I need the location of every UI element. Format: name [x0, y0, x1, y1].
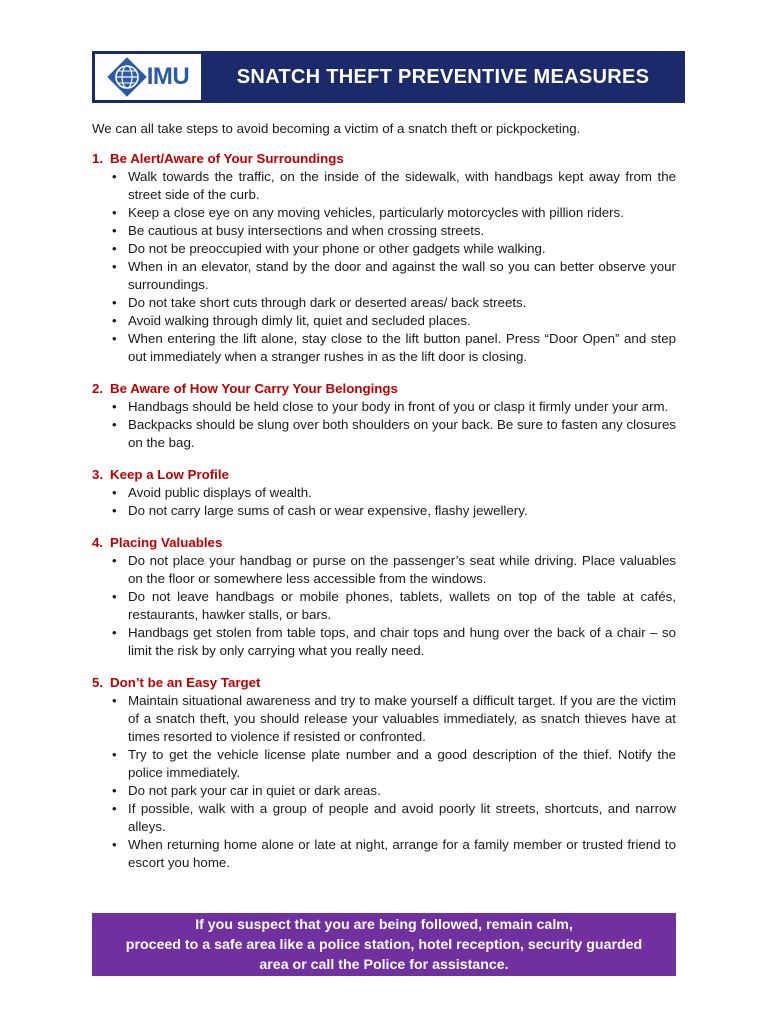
bullet-icon: • [112, 331, 117, 346]
list-item-text: When returning home alone or late at night, arrange for a family member or trusted friend to escort you home. [128, 837, 676, 870]
bullet-list [92, 168, 676, 366]
list-item [92, 836, 676, 872]
list-item-text: When in an elevator, stand by the door and against the wall so you can better observe your surroundings. [128, 259, 676, 292]
section-heading [92, 674, 676, 692]
list-item [92, 258, 676, 294]
list-item [92, 692, 676, 746]
bullet-icon: • [112, 553, 117, 568]
list-item-text: Handbags should be held close to your body in front of you or clasp it firmly under your arm. [128, 399, 669, 414]
bullet-icon: • [112, 259, 117, 274]
section-5 [92, 674, 676, 872]
list-item-text: Do not take short cuts through dark or deserted areas/ back streets. [128, 295, 527, 310]
section-2 [92, 380, 676, 452]
bullet-icon: • [112, 801, 117, 816]
bullet-list [92, 484, 676, 520]
section-heading-text: Placing Valuables [110, 535, 223, 550]
bullet-list [92, 552, 676, 660]
bullet-icon: • [112, 503, 117, 518]
section-heading [92, 534, 676, 552]
list-item [92, 416, 676, 452]
section-3 [92, 466, 676, 520]
list-item-text: Walk towards the traffic, on the inside of the sidewalk, with handbags kept away from the street side of the curb. [128, 169, 676, 202]
list-item-text: When entering the lift alone, stay close to the lift button panel. Press “Door Open” and step out immediately when a stranger rushes in as the lift door is closing. [128, 331, 676, 364]
bullet-icon: • [112, 223, 117, 238]
section-heading [92, 380, 676, 398]
list-item [92, 484, 676, 502]
list-item-text: Be cautious at busy intersections and when crossing streets. [128, 223, 485, 238]
list-item-text: Handbags get stolen from table tops, and chair tops and hung over the back of a chair – so limit the risk by only carrying what you really need. [128, 625, 676, 658]
section-4 [92, 534, 676, 660]
list-item-text: Try to get the vehicle license plate number and a good description of the thief. Notify the police immediately. [128, 747, 676, 780]
list-item [92, 168, 676, 204]
list-item-text: Keep a close eye on any moving vehicles, particularly motorcycles with pillion riders. [128, 205, 624, 220]
section-heading-text: Don’t be an Easy Target [110, 675, 261, 690]
footer-line-3: area or call the Police for assistance. [259, 956, 509, 973]
section-heading [92, 466, 676, 484]
list-item [92, 800, 676, 836]
list-item-text: Do not park your car in quiet or dark areas. [128, 783, 381, 798]
list-item [92, 330, 676, 366]
list-item-text: Do not be preoccupied with your phone or other gadgets while walking. [128, 241, 546, 256]
list-item [92, 502, 676, 520]
list-item [92, 746, 676, 782]
list-item [92, 204, 676, 222]
bullet-icon: • [112, 485, 117, 500]
list-item [92, 782, 676, 800]
bullet-icon: • [112, 313, 117, 328]
footer-notice [92, 913, 676, 976]
logo-text: IMU [146, 63, 190, 90]
list-item [92, 294, 676, 312]
intro-text: We can all take steps to avoid becoming a victim of a snatch theft or pickpocketing. [92, 121, 581, 136]
section-heading-text: Be Aware of How Your Carry Your Belongings [110, 381, 398, 396]
list-item [92, 588, 676, 624]
section-heading-text: Be Alert/Aware of Your Surroundings [110, 151, 344, 166]
list-item-text: Avoid walking through dimly lit, quiet and secluded places. [128, 313, 471, 328]
list-item [92, 624, 676, 660]
bullet-icon: • [112, 625, 117, 640]
list-item-text: Backpacks should be slung over both shoulders on your back. Be sure to fasten any closures on the bag. [128, 417, 676, 450]
section-1 [92, 150, 676, 366]
page-title: SNATCH THEFT PREVENTIVE MEASURES [236, 65, 650, 88]
globe-logo-icon [107, 57, 147, 97]
bullet-icon: • [112, 837, 117, 852]
bullet-list [92, 692, 676, 872]
bullet-icon: • [112, 205, 117, 220]
list-item-text: Do not leave handbags or mobile phones, tablets, wallets on top of the table at cafés, restaurants, hawker stalls, or bars. [128, 589, 676, 622]
imu-logo [95, 54, 201, 100]
section-number: 2. [92, 381, 104, 396]
list-item-text: Do not carry large sums of cash or wear expensive, flashy jewellery. [128, 503, 528, 518]
list-item-text: Maintain situational awareness and try to make yourself a difficult target. If you are the victim of a snatch theft, you should release your valuables immediately, as snatch thieves have at times resorted to violence if resisted or confronted. [128, 693, 676, 744]
list-item-text: Avoid public displays of wealth. [128, 485, 312, 500]
footer-line-2: proceed to a safe area like a police station, hotel reception, security guarded [125, 936, 643, 953]
list-item [92, 312, 676, 330]
bullet-icon: • [112, 295, 117, 310]
bullet-icon: • [112, 693, 117, 708]
bullet-icon: • [112, 747, 117, 762]
bullet-list [92, 398, 676, 452]
bullet-icon: • [112, 783, 117, 798]
footer-line-1: If you suspect that you are being followed, remain calm, [195, 916, 573, 933]
section-number: 3. [92, 467, 104, 482]
bullet-icon: • [112, 241, 117, 256]
measures-content [92, 150, 676, 886]
bullet-icon: • [112, 169, 117, 184]
section-heading [92, 150, 676, 168]
list-item [92, 222, 676, 240]
list-item [92, 240, 676, 258]
list-item [92, 398, 676, 416]
list-item-text: Do not place your handbag or purse on the passenger’s seat while driving. Place valuables on the floor or somewhere less accessible from the windows. [128, 553, 676, 586]
section-heading-text: Keep a Low Profile [110, 467, 229, 482]
section-number: 4. [92, 535, 104, 550]
bullet-icon: • [112, 417, 117, 432]
bullet-icon: • [112, 589, 117, 604]
page-header [92, 51, 685, 103]
list-item [92, 552, 676, 588]
section-number: 1. [92, 151, 104, 166]
list-item-text: If possible, walk with a group of people and avoid poorly lit streets, shortcuts, and narrow alleys. [128, 801, 676, 834]
bullet-icon: • [112, 399, 117, 414]
section-number: 5. [92, 675, 104, 690]
